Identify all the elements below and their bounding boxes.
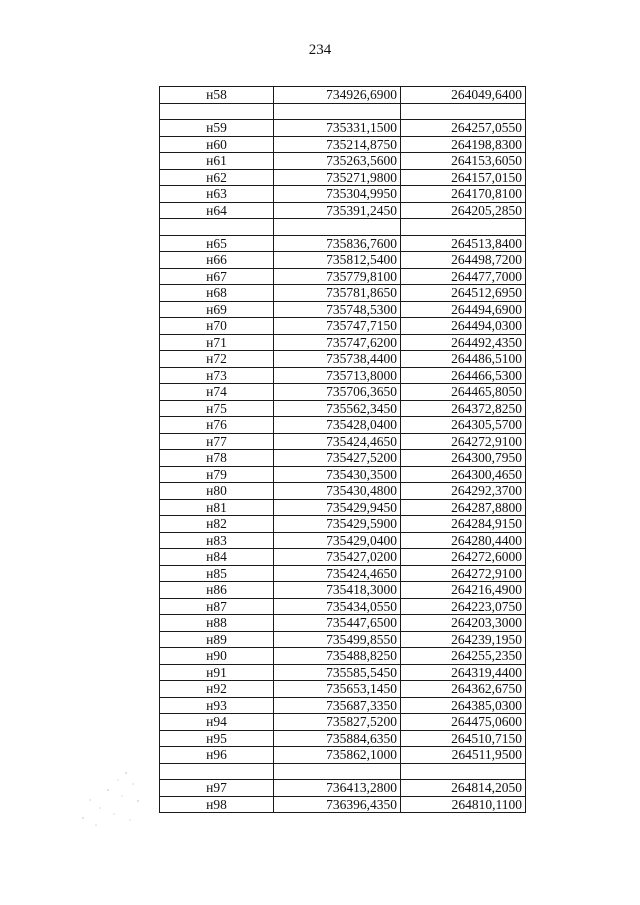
y-coordinate-cell: 264305,5700 (401, 417, 526, 434)
point-cell: н83 (160, 532, 274, 549)
y-coordinate-cell: 264513,8400 (401, 235, 526, 252)
point-cell: н61 (160, 153, 274, 170)
point-cell: н88 (160, 615, 274, 632)
x-coordinate-cell: 735779,8100 (274, 268, 401, 285)
point-cell (160, 103, 274, 120)
point-cell: н70 (160, 318, 274, 335)
x-coordinate-cell: 735747,7150 (274, 318, 401, 335)
point-cell: н77 (160, 433, 274, 450)
y-coordinate-cell: 264466,5300 (401, 367, 526, 384)
y-coordinate-cell: 264272,9100 (401, 565, 526, 582)
x-coordinate-cell: 735429,5900 (274, 516, 401, 533)
point-cell: н86 (160, 582, 274, 599)
x-coordinate-cell: 735585,5450 (274, 664, 401, 681)
table-row (160, 483, 526, 500)
y-coordinate-cell: 264280,4400 (401, 532, 526, 549)
y-coordinate-cell: 264300,7950 (401, 450, 526, 467)
table-row (160, 747, 526, 764)
x-coordinate-cell: 735812,5400 (274, 252, 401, 269)
x-coordinate-cell: 735862,1000 (274, 747, 401, 764)
table-row (160, 466, 526, 483)
y-coordinate-cell: 264255,2350 (401, 648, 526, 665)
x-coordinate-cell: 735447,6500 (274, 615, 401, 632)
table-row (160, 582, 526, 599)
x-coordinate-cell: 735434,0550 (274, 598, 401, 615)
y-coordinate-cell: 264810,1100 (401, 796, 526, 813)
point-cell: н75 (160, 400, 274, 417)
point-cell: н94 (160, 714, 274, 731)
point-cell: н79 (160, 466, 274, 483)
table-row (160, 318, 526, 335)
point-cell: н85 (160, 565, 274, 582)
y-coordinate-cell: 264153,6050 (401, 153, 526, 170)
y-coordinate-cell: 264272,6000 (401, 549, 526, 566)
point-cell: н71 (160, 334, 274, 351)
x-coordinate-cell: 735418,3000 (274, 582, 401, 599)
table-row (160, 697, 526, 714)
x-coordinate-cell: 735304,9950 (274, 186, 401, 203)
x-coordinate-cell: 735706,3650 (274, 384, 401, 401)
y-coordinate-cell: 264475,0600 (401, 714, 526, 731)
x-coordinate-cell: 735391,2450 (274, 202, 401, 219)
table-row (160, 730, 526, 747)
x-coordinate-cell: 735836,7600 (274, 235, 401, 252)
table-row (160, 499, 526, 516)
table-row (160, 549, 526, 566)
table-row (160, 664, 526, 681)
point-cell: н97 (160, 780, 274, 797)
x-coordinate-cell (274, 103, 401, 120)
x-coordinate-cell: 735499,8550 (274, 631, 401, 648)
x-coordinate-cell: 735488,8250 (274, 648, 401, 665)
x-coordinate-cell: 735214,8750 (274, 136, 401, 153)
x-coordinate-cell: 735429,0400 (274, 532, 401, 549)
table-row (160, 103, 526, 120)
y-coordinate-cell: 264223,0750 (401, 598, 526, 615)
scan-noise (78, 770, 148, 830)
x-coordinate-cell (274, 219, 401, 236)
y-coordinate-cell: 264385,0300 (401, 697, 526, 714)
y-coordinate-cell: 264477,7000 (401, 268, 526, 285)
table-row (160, 219, 526, 236)
point-cell (160, 219, 274, 236)
table-row (160, 450, 526, 467)
point-cell: н92 (160, 681, 274, 698)
table-row (160, 631, 526, 648)
x-coordinate-cell: 735271,9800 (274, 169, 401, 186)
x-coordinate-cell: 735424,4650 (274, 433, 401, 450)
table-row (160, 153, 526, 170)
y-coordinate-cell: 264300,4650 (401, 466, 526, 483)
table-row (160, 433, 526, 450)
point-cell: н63 (160, 186, 274, 203)
table-row (160, 268, 526, 285)
x-coordinate-cell: 735653,1450 (274, 681, 401, 698)
y-coordinate-cell: 264205,2850 (401, 202, 526, 219)
point-cell: н73 (160, 367, 274, 384)
y-coordinate-cell: 264492,4350 (401, 334, 526, 351)
table-row (160, 186, 526, 203)
x-coordinate-cell: 735713,8000 (274, 367, 401, 384)
y-coordinate-cell: 264465,8050 (401, 384, 526, 401)
y-coordinate-cell: 264512,6950 (401, 285, 526, 302)
table-row (160, 120, 526, 137)
y-coordinate-cell: 264510,7150 (401, 730, 526, 747)
x-coordinate-cell: 735827,5200 (274, 714, 401, 731)
table-row (160, 367, 526, 384)
x-coordinate-cell (274, 763, 401, 780)
y-coordinate-cell: 264049,6400 (401, 87, 526, 104)
table-row (160, 780, 526, 797)
point-cell: н82 (160, 516, 274, 533)
point-cell: н98 (160, 796, 274, 813)
point-cell: н81 (160, 499, 274, 516)
point-cell: н93 (160, 697, 274, 714)
point-cell: н65 (160, 235, 274, 252)
point-cell: н67 (160, 268, 274, 285)
point-cell: н84 (160, 549, 274, 566)
y-coordinate-cell: 264257,0550 (401, 120, 526, 137)
table-row (160, 565, 526, 582)
y-coordinate-cell: 264292,3700 (401, 483, 526, 500)
x-coordinate-cell: 735430,4800 (274, 483, 401, 500)
point-cell: н62 (160, 169, 274, 186)
table-row (160, 796, 526, 813)
table-row (160, 301, 526, 318)
table-row (160, 714, 526, 731)
point-cell: н87 (160, 598, 274, 615)
y-coordinate-cell: 264362,6750 (401, 681, 526, 698)
table-row (160, 648, 526, 665)
y-coordinate-cell: 264814,2050 (401, 780, 526, 797)
point-cell: н74 (160, 384, 274, 401)
table-row (160, 763, 526, 780)
x-coordinate-cell: 735687,3350 (274, 697, 401, 714)
y-coordinate-cell: 264239,1950 (401, 631, 526, 648)
table-row (160, 400, 526, 417)
x-coordinate-cell: 735424,4650 (274, 565, 401, 582)
table-row (160, 417, 526, 434)
x-coordinate-cell: 735781,8650 (274, 285, 401, 302)
x-coordinate-cell: 734926,6900 (274, 87, 401, 104)
x-coordinate-cell: 735428,0400 (274, 417, 401, 434)
table-row (160, 384, 526, 401)
x-coordinate-cell: 735263,5600 (274, 153, 401, 170)
page-number: 234 (308, 42, 332, 58)
coordinates-table-body (160, 87, 526, 813)
y-coordinate-cell: 264287,8800 (401, 499, 526, 516)
x-coordinate-cell: 736396,4350 (274, 796, 401, 813)
y-coordinate-cell: 264494,0300 (401, 318, 526, 335)
table-row (160, 169, 526, 186)
point-cell: н72 (160, 351, 274, 368)
x-coordinate-cell: 735738,4400 (274, 351, 401, 368)
y-coordinate-cell: 264511,9500 (401, 747, 526, 764)
point-cell: н58 (160, 87, 274, 104)
y-coordinate-cell: 264284,9150 (401, 516, 526, 533)
x-coordinate-cell: 735562,3450 (274, 400, 401, 417)
x-coordinate-cell: 735427,5200 (274, 450, 401, 467)
table-row (160, 334, 526, 351)
y-coordinate-cell: 264494,6900 (401, 301, 526, 318)
x-coordinate-cell: 735427,0200 (274, 549, 401, 566)
point-cell: н59 (160, 120, 274, 137)
point-cell: н96 (160, 747, 274, 764)
y-coordinate-cell: 264216,4900 (401, 582, 526, 599)
x-coordinate-cell: 735430,3500 (274, 466, 401, 483)
y-coordinate-cell: 264198,8300 (401, 136, 526, 153)
x-coordinate-cell: 735429,9450 (274, 499, 401, 516)
point-cell: н64 (160, 202, 274, 219)
x-coordinate-cell: 735748,5300 (274, 301, 401, 318)
table-row (160, 681, 526, 698)
point-cell: н91 (160, 664, 274, 681)
table-row (160, 87, 526, 104)
y-coordinate-cell: 264498,7200 (401, 252, 526, 269)
x-coordinate-cell: 735747,6200 (274, 334, 401, 351)
y-coordinate-cell (401, 763, 526, 780)
point-cell: н66 (160, 252, 274, 269)
coordinates-table (159, 86, 526, 813)
point-cell: н90 (160, 648, 274, 665)
point-cell: н68 (160, 285, 274, 302)
point-cell: н76 (160, 417, 274, 434)
table-row (160, 235, 526, 252)
table-row (160, 615, 526, 632)
y-coordinate-cell (401, 103, 526, 120)
table-row (160, 136, 526, 153)
x-coordinate-cell: 735331,1500 (274, 120, 401, 137)
point-cell (160, 763, 274, 780)
point-cell: н89 (160, 631, 274, 648)
y-coordinate-cell: 264372,8250 (401, 400, 526, 417)
y-coordinate-cell: 264170,8100 (401, 186, 526, 203)
point-cell: н69 (160, 301, 274, 318)
table-row (160, 532, 526, 549)
table-row (160, 202, 526, 219)
point-cell: н80 (160, 483, 274, 500)
point-cell: н60 (160, 136, 274, 153)
table-row (160, 598, 526, 615)
y-coordinate-cell: 264486,5100 (401, 351, 526, 368)
table-row (160, 351, 526, 368)
table-row (160, 285, 526, 302)
x-coordinate-cell: 735884,6350 (274, 730, 401, 747)
y-coordinate-cell: 264203,3000 (401, 615, 526, 632)
y-coordinate-cell: 264272,9100 (401, 433, 526, 450)
point-cell: н95 (160, 730, 274, 747)
y-coordinate-cell: 264157,0150 (401, 169, 526, 186)
y-coordinate-cell (401, 219, 526, 236)
table-row (160, 252, 526, 269)
point-cell: н78 (160, 450, 274, 467)
y-coordinate-cell: 264319,4400 (401, 664, 526, 681)
table-row (160, 516, 526, 533)
x-coordinate-cell: 736413,2800 (274, 780, 401, 797)
